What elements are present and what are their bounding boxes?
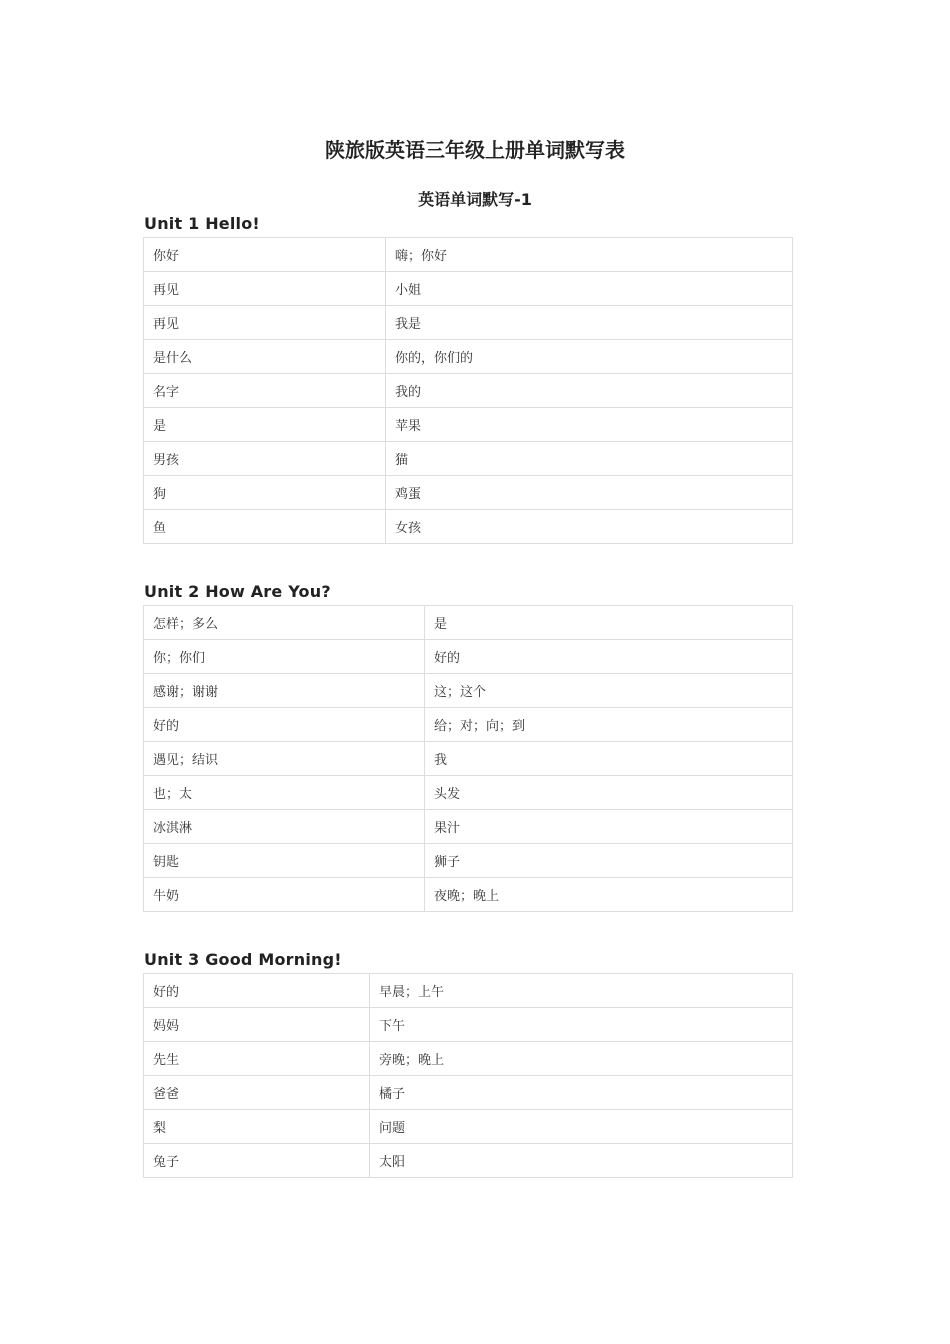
unit-3-heading: Unit 3 Good Morning! [144,950,342,969]
table-cell: 你；你们 [144,640,425,674]
table-cell: 小姐 [386,272,793,306]
table-cell: 狮子 [425,844,793,878]
table-cell: 我 [425,742,793,776]
table-cell: 牛奶 [144,878,425,912]
table-cell: 先生 [144,1042,370,1076]
unit-1-heading: Unit 1 Hello! [144,214,260,233]
table-cell: 狗 [144,476,386,510]
table-row [144,238,793,272]
table-cell: 爸爸 [144,1076,370,1110]
table-row [144,742,793,776]
table-cell: 果汁 [425,810,793,844]
table-row [144,606,793,640]
table-cell: 好的 [425,640,793,674]
table-cell: 你好 [144,238,386,272]
table-cell: 头发 [425,776,793,810]
table-row [144,1008,793,1042]
table-cell: 给；对；向；到 [425,708,793,742]
page-title: 陕旅版英语三年级上册单词默写表 [325,138,625,162]
table-row [144,442,793,476]
table-cell: 橘子 [370,1076,793,1110]
table-cell: 好的 [144,708,425,742]
table-row [144,674,793,708]
table-cell: 是 [425,606,793,640]
table-cell: 也；太 [144,776,425,810]
table-row [144,810,793,844]
table-cell: 是 [144,408,386,442]
table-cell: 再见 [144,272,386,306]
table-cell: 旁晚；晚上 [370,1042,793,1076]
table-cell: 我的 [386,374,793,408]
table-row [144,1042,793,1076]
table-row [144,510,793,544]
table-row [144,708,793,742]
table-cell: 早晨；上午 [370,974,793,1008]
table-cell: 钥匙 [144,844,425,878]
table-row [144,878,793,912]
table-cell: 感谢；谢谢 [144,674,425,708]
table-row [144,974,793,1008]
table-cell: 男孩 [144,442,386,476]
unit-1-table [143,237,793,544]
table-row [144,306,793,340]
table-cell: 嗨；你好 [386,238,793,272]
table-row [144,374,793,408]
unit-2-table [143,605,793,912]
table-cell: 苹果 [386,408,793,442]
table-cell: 鱼 [144,510,386,544]
table-cell: 我是 [386,306,793,340]
table-cell: 太阳 [370,1144,793,1178]
table-cell: 妈妈 [144,1008,370,1042]
table-row [144,844,793,878]
unit-2-heading: Unit 2 How Are You? [144,582,331,601]
table-cell: 名字 [144,374,386,408]
table-row [144,340,793,374]
table-cell: 是什么 [144,340,386,374]
table-cell: 遇见；结识 [144,742,425,776]
table-row [144,1076,793,1110]
table-row [144,1144,793,1178]
table-row [144,1110,793,1144]
table-cell: 猫 [386,442,793,476]
table-cell: 鸡蛋 [386,476,793,510]
subtitle: 英语单词默写-1 [418,190,532,209]
table-cell: 问题 [370,1110,793,1144]
table-cell: 好的 [144,974,370,1008]
table-row [144,640,793,674]
table-row [144,408,793,442]
table-cell: 女孩 [386,510,793,544]
table-cell: 冰淇淋 [144,810,425,844]
table-cell: 兔子 [144,1144,370,1178]
table-cell: 怎样；多么 [144,606,425,640]
table-cell: 你的，你们的 [386,340,793,374]
table-cell: 梨 [144,1110,370,1144]
table-row [144,272,793,306]
table-cell: 再见 [144,306,386,340]
table-cell: 下午 [370,1008,793,1042]
table-row [144,776,793,810]
table-cell: 夜晚；晚上 [425,878,793,912]
unit-3-table [143,973,793,1178]
table-cell: 这；这个 [425,674,793,708]
table-row [144,476,793,510]
